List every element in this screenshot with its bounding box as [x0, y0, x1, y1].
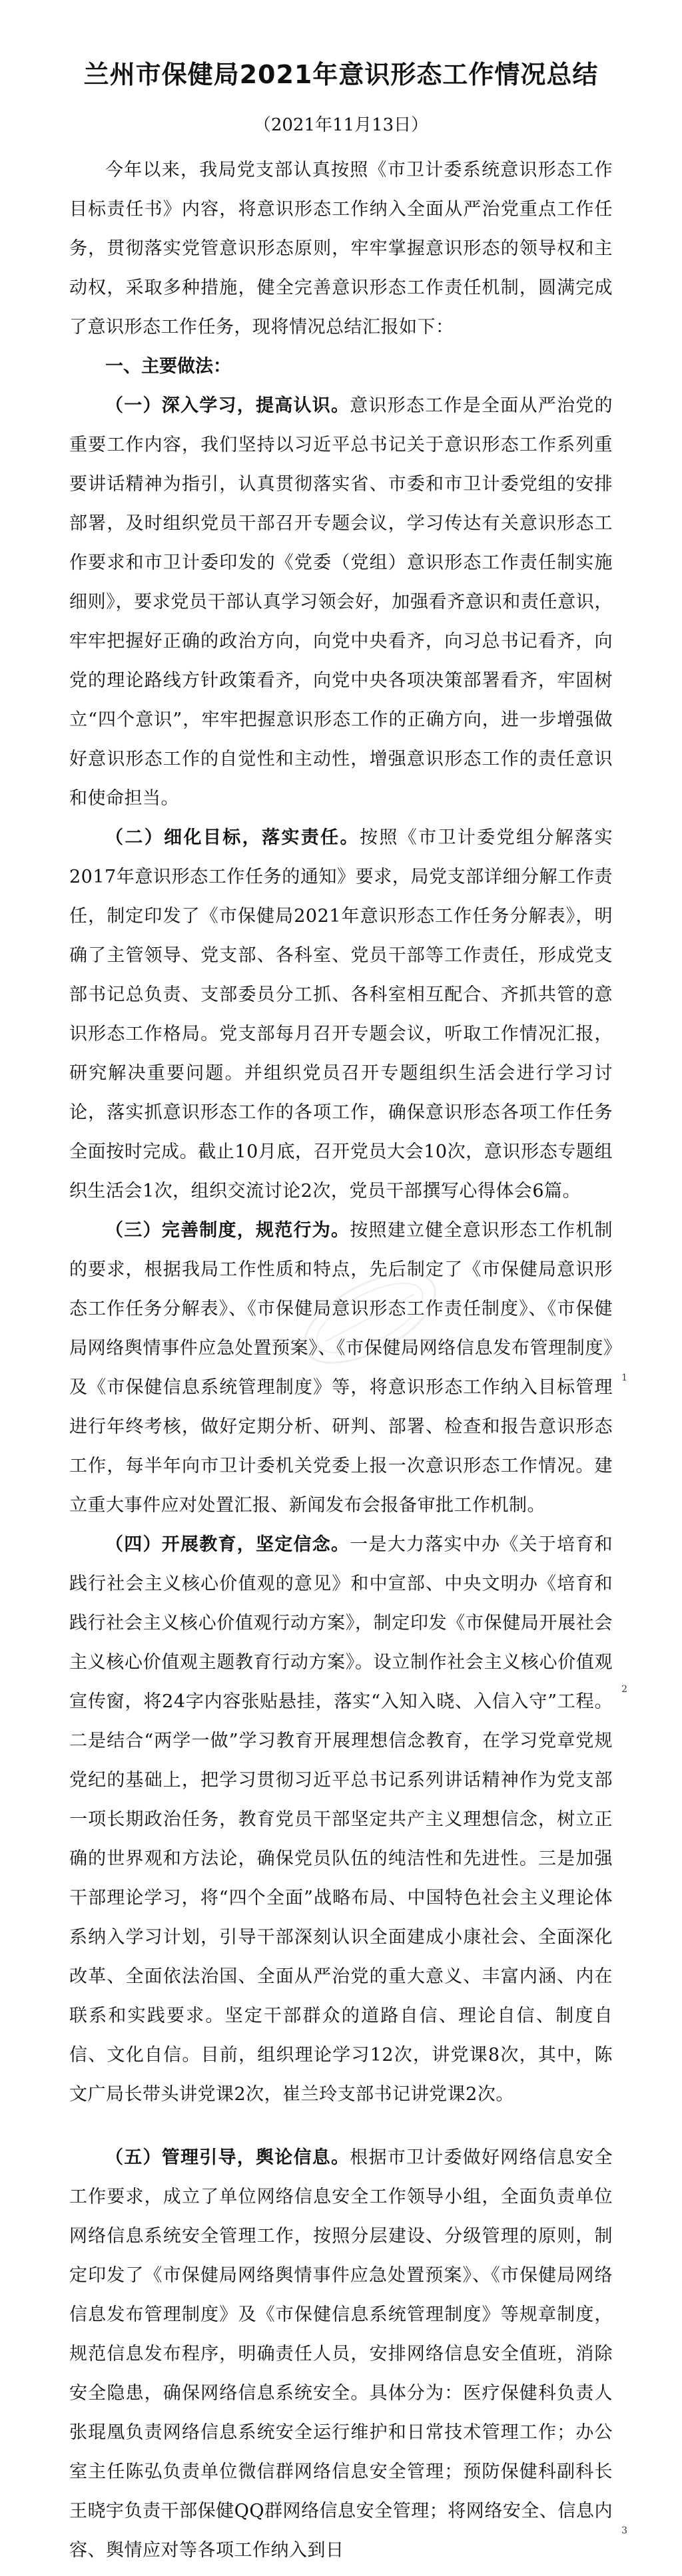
document-date: （2021年11月13日）	[253, 115, 429, 136]
item-paragraph-3	[69, 1211, 613, 1525]
item-text-4: 一是大力落实中办《关于培育和践行社会主义核心价值观的意见》和中宣部、中央文明办《培育和践行社会主义核心价值观行动方案》，制定印发《市保健局开展社会主义核心价值观主题教育行动方案》。设立制作社会主义核心价值观宣传窗，将24字内容张贴悬挂，落实“入知入晓、入信入守”工程。二是结合“两学一做”学习教育开展理想信念教育，在学习党章党规党纪的基础上，把学习贯彻习近平总书记系列讲话精神作为党支部一项长期政治任务，教育党员干部坚定共产主义理想信念，树立正确的世界观和方法论，确保党员队伍的纯洁性和先进性。三是加强干部理论学习，将“四个全面”战略布局、中国特色社会主义理论体系纳入学习计划，引导干部深刻认识全面建成小康社会、全面深化改革、全面依法治国、全面从严治党的重大意义、丰富内涵、内在联系和实践要求。坚定干部群众的道路自信、理论自信、制度自信、文化自信。目前，组织理论学习12次，讲党课8次，其中，陈文广局长带头讲党课2次，崔兰玲支部书记讲党课2次。	[69, 1534, 613, 2105]
item-heading-4: （四）开展教育，坚定信念。	[105, 1534, 350, 1556]
item-text-1: 意识形态工作是全面从严治党的重要工作内容，我们坚持以习近平总书记关于意识形态工作系列重要讲话精神为指引，认真贯彻落实省、市委和市卫计委党组的安排部署，及时组织党员干部召开专题会议，学习传达有关意识形态工作要求和市卫计委印发的《党委（党组）意识形态工作责任制实施细则》，要求党员干部认真学习领会好，加强看齐意识和责任意识，牢牢把握好正确的政治方向，向党中央看齐，向习总书记看齐，向党的理论路线方针政策看齐，向党中央各项决策部署看齐，牢固树立“四个意识”，牢牢把握意识形态工作的正确方向，进一步增强做好意识形态工作的自觉性和主动性，增强意识形态工作的责任意识和使命担当。	[69, 395, 613, 809]
item-heading-5: （五）管理引导，舆论信息。	[105, 2147, 350, 2169]
document-title: 兰州市保健局2021年意识形态工作情况总结	[83, 60, 599, 89]
page-marker-1: 1	[621, 1373, 627, 1383]
page-marker-2: 2	[621, 1684, 627, 1695]
item-heading-3: （三）完善制度，规范行为。	[105, 1220, 350, 1241]
item-text-3: 按照建立健全意识形态工作机制的要求，根据我局工作性质和特点，先后制定了《市保健局意识形态工作任务分解表》、《市保健局意识形态工作责任制度》、《市保健局网络舆情事件应急处置预案》、《市保健局网络信息发布管理制度》及《市保健信息系统管理制度》等，将意识形态工作纳入目标管理进行年终考核，做好定期分析、研判、部署、检查和报告意识形态工作，每半年向市卫计委机关党委上报一次意识形态工作情况。建立重大事件应对处置汇报、新闻发布会报备审批工作机制。	[69, 1220, 613, 1516]
intro-paragraph: 今年以来，我局党支部认真按照《市卫计委系统意识形态工作目标责任书》内容，将意识形态工作纳入全面从严治党重点工作任务，贯彻落实党管意识形态原则，牢牢掌握意识形态的领导权和主动权，采取多种措施，健全完善意识形态工作责任机制，圆满完成了意识形态工作任务，现将情况总结汇报如下：	[69, 160, 613, 338]
item-paragraph-4	[69, 1525, 613, 2114]
item-paragraph-1	[69, 386, 613, 818]
page-marker-3: 3	[621, 2525, 627, 2536]
item-paragraph-5	[69, 2138, 613, 2570]
item-text-2: 按照《市卫计委党组分解落实2017年意识形态工作任务的通知》要求，局党支部详细分解工作责任，制定印发了《市保健局2021年意识形态工作任务分解表》，明确了主管领导、党支部、各科室、党员干部等工作责任，形成党支部书记总负责、支部委员分工抓、各科室相互配合、齐抓共管的意识形态工作格局。党支部每月召开专题会议，听取工作情况汇报，研究解决重要问题。并组织党员召开专题组织生活会进行学习讨论，落实抓意识形态工作的各项工作，确保意识形态各项工作任务全面按时完成。截止10月底，召开党员大会10次，意识形态专题组织生活会1次，组织交流讨论2次，党员干部撰写心得体会6篇。	[69, 827, 613, 1202]
section-heading-main-practices: 一、主要做法：	[105, 356, 231, 377]
item-text-5: 根据市卫计委做好网络信息安全工作要求，成立了单位网络信息安全工作领导小组，全面负责单位网络信息系统安全管理工作，按照分层建设、分级管理的原则，制定印发了《市保健局网络舆情事件应急处置预案》、《市保健局网络信息发布管理制度》及《市保健信息系统管理制度》等规章制度，规范信息发布程序，明确责任人员，安排网络信息安全值班，消除安全隐患，确保网络信息系统安全。具体分为：医疗保健科负责人张琨凰负责网络信息系统安全运行维护和日常技术管理工作；办公室主任陈弘负责单位微信群网络信息安全管理；预防保健科副科长王晓宇负责干部保健QQ群网络信息安全管理；将网络安全、信息内容、舆情应对等各项工作纳入到日	[69, 2147, 613, 2561]
item-heading-1: （一）深入学习，提高认识。	[105, 395, 350, 417]
item-paragraph-2	[69, 818, 613, 1211]
item-heading-2: （二）细化目标，落实责任。	[105, 827, 360, 849]
